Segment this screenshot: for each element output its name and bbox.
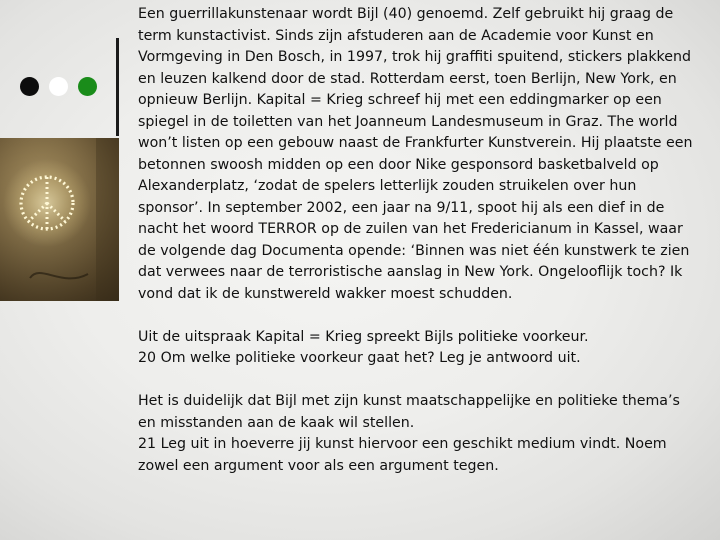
text-line: opnieuw Berlijn. Kapital = Krieg schreef hij met een eddingmarker op een: [138, 92, 662, 108]
text-line: won’t listen op een gebouw naast de Frankfurter Kunstverein. Hij plaatste een: [138, 135, 693, 151]
text-line: Vormgeving in Den Bosch, in 1997, trok hij graffiti spuitend, stickers plakkend: [138, 49, 691, 65]
text-line: en misstanden aan de kaak wil stellen.: [138, 414, 415, 431]
text-line: 20 Om welke politieke voorkeur gaat het? Leg je antwoord uit.: [138, 350, 581, 366]
peace-sign-photo: [0, 138, 119, 301]
text-line: spiegel in de toiletten van het Joanneum Landesmuseum in Graz. The world: [138, 113, 678, 130]
green-dot: [78, 77, 97, 96]
accent-vertical-line: [116, 38, 119, 136]
text-line: Uit de uitspraak Kapital = Krieg spreekt Bijls politieke voorkeur.: [138, 328, 589, 345]
text-line: dat verwees naar de terroristische aanslag in New York. Ongelooflijk toch? Ik: [138, 264, 683, 280]
paragraph: [138, 327, 713, 370]
text-line: de volgende dag Documenta opende: ‘Binnen was niet één kunstwerk te zien: [138, 242, 690, 259]
text-line: zowel een argument voor als een argument tegen.: [138, 457, 499, 474]
text-line: Het is duidelijk dat Bijl met zijn kunst maatschappelijke en politieke thema’s: [138, 393, 680, 409]
text-line: Een guerrillakunstenaar wordt Bijl (40) genoemd. Zelf gebruikt hij graag de: [138, 6, 674, 22]
text-line: Alexanderplatz, ‘zodat de spelers letterlijk zouden struikelen over hun: [138, 178, 637, 194]
text-content: [138, 4, 713, 477]
black-dot: [20, 77, 39, 96]
peace-sign-icon: [0, 138, 119, 301]
text-line: 21 Leg uit in hoeverre jij kunst hiervoor een geschikt medium vindt. Noem: [138, 436, 667, 452]
text-line: en leuzen kalkend door de stad. Rotterdam eerst, toen Berlijn, New York, en: [138, 70, 677, 87]
white-dot: [49, 77, 68, 96]
text-line: nacht het woord TERROR op de zuilen van het Fredericianum in Kassel, waar: [138, 221, 683, 237]
text-line: vond dat ik de kunstwereld wakker moest schudden.: [138, 285, 513, 302]
navigation-dots: [20, 77, 97, 96]
text-line: sponsor’. In september 2002, een jaar na 9/11, spoot hij als een dief in de: [138, 199, 665, 216]
paragraph: [138, 4, 713, 305]
paragraph: [138, 391, 713, 477]
text-line: betonnen swoosh midden op een door Nike gesponsord basketbalveld op: [138, 156, 659, 173]
text-line: term kunstactivist. Sinds zijn afstuderen aan de Academie voor Kunst en: [138, 27, 654, 44]
